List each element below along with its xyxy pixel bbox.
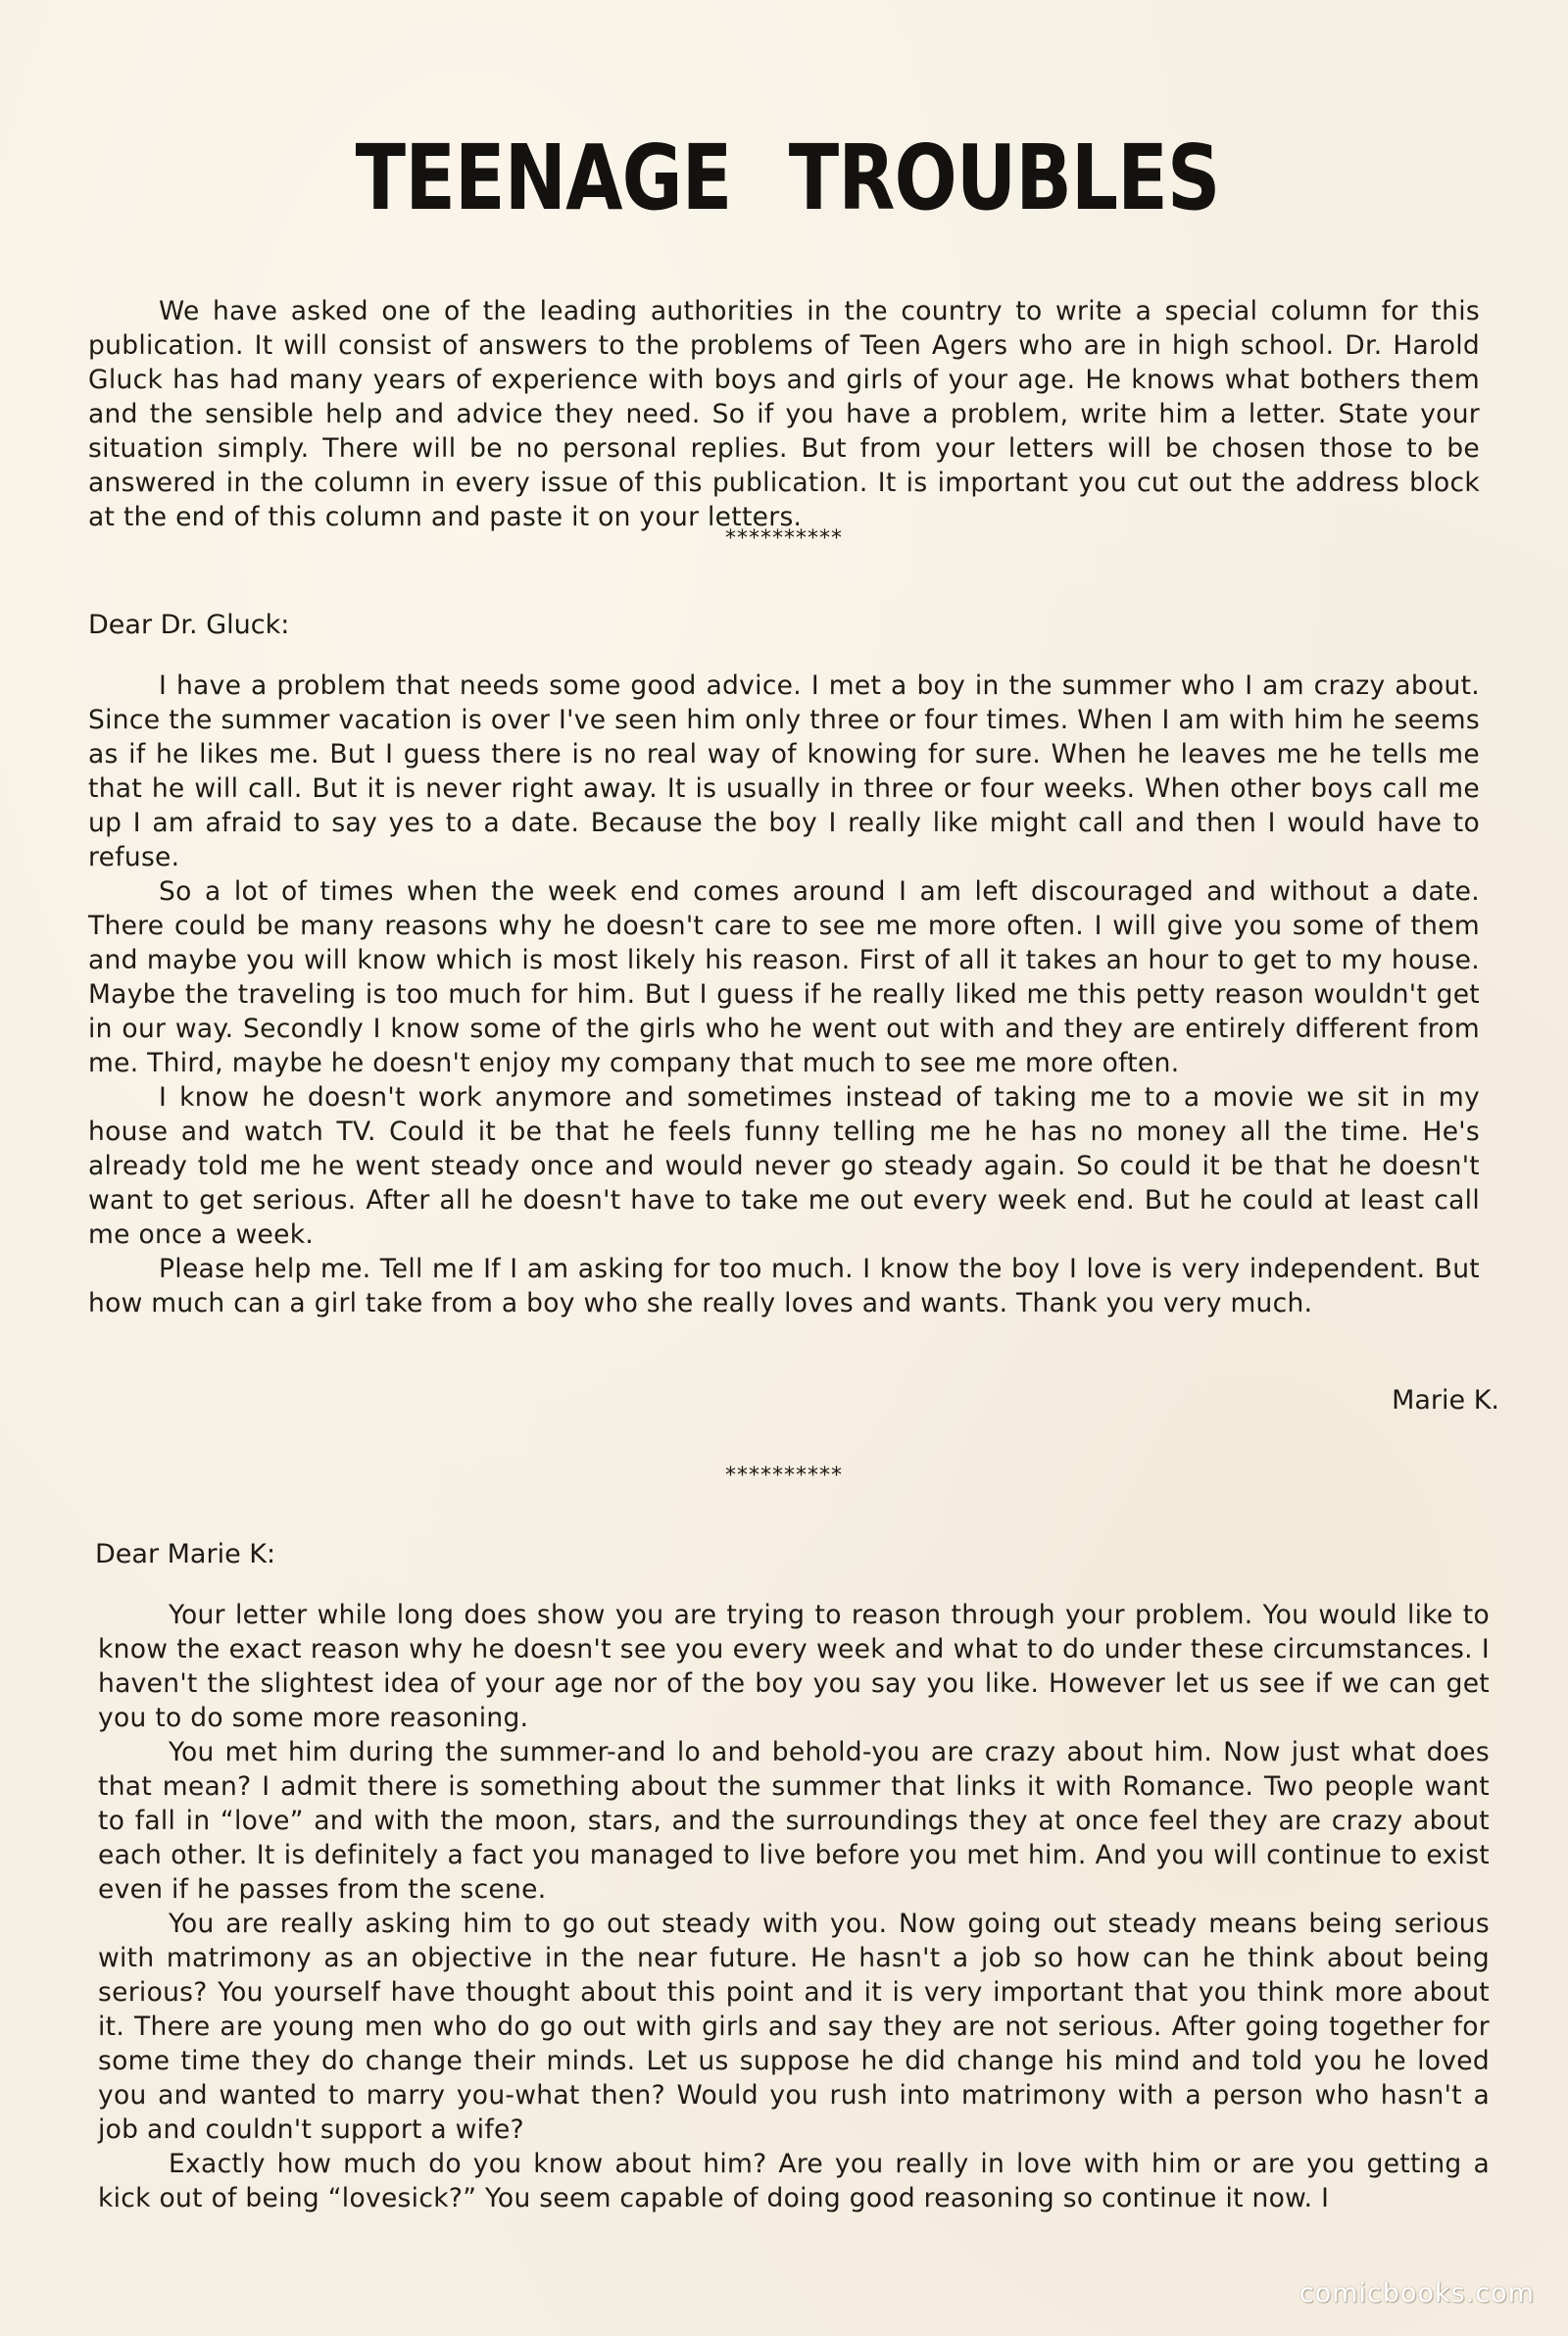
separator-middle: **********: [725, 1464, 843, 1488]
letter-body: [88, 669, 1480, 1320]
letter-paragraph: So a lot of times when the week end comes around I am left discouraged and without a date. There could be many reasons why he doesn't care to see me more often. I will give you some of them and maybe you will know which is most likely his reason. First of all it takes an hour to get to my house. Maybe the traveling is too much for him. But I guess if he really liked me this petty reason wouldn't get in our way. Secondly I know some of the girls who he went out with and they are entirely different from me. Third, maybe he doesn't enjoy my company that much to see me more often.: [88, 876, 1480, 1078]
letter-paragraph: I have a problem that needs some good advice. I met a boy in the summer who I am crazy about. Since the summer vacation is over I've seen him only three or four times. When I am with him he seems as if he likes me. But I guess there is no real way of knowing for sure. When he leaves me he tells me that he will call. But it is never right away. It is usually in three or four weeks. When other boys call me up I am afraid to say yes to a date. Because the boy I really like might call and then I would have to refuse.: [88, 671, 1480, 872]
site-watermark: comicbooks.com: [1298, 2278, 1535, 2309]
letter-paragraph: Please help me. Tell me If I am asking for too much. I know the boy I love is very independent. But how much can a girl take from a boy who she really loves and wants. Thank you very much.: [88, 1254, 1480, 1318]
answer-paragraph: You met him during the summer-and lo and behold-you are crazy about him. Now just what does that mean? I admit there is something about the summer that links it with Romance. Two people want to fall in “love” and with the moon, stars, and the surroundings they at once feel they are crazy about each other. It is definitely a fact you managed to live before you met him. And you will continue to exist even if he passes from the scene.: [98, 1737, 1490, 1905]
letter-signature: Marie K.: [1392, 1385, 1499, 1416]
intro-paragraph: We have asked one of the leading authorities in the country to write a special column for this publication. It will consist of answers to the problems of Teen Agers who are in high school. Dr. Harold Gluck has had many years of experience with boys and girls of your age. He knows what bothers them and the sensible help and advice they need. So if you have a problem, write him a letter. State your situation simply. There will be no personal replies. But from your letters will be chosen those to be answered in the column in every issue of this publication. It is important you cut out the address block at the end of this column and paste it on your letters.: [88, 296, 1480, 532]
letter-salutation: Dear Dr. Gluck:: [88, 610, 290, 640]
answer-body: [98, 1598, 1490, 2215]
intro-text: [88, 294, 1480, 534]
answer-salutation: Dear Marie K:: [95, 1539, 276, 1569]
separator-top: **********: [725, 526, 843, 551]
answer-paragraph: Your letter while long does show you are trying to reason through your problem. You would like to know the exact reason why he doesn't see you every week and what to do under these circumstances. I haven't the slightest idea of your age nor of the boy you say you like. However let us see if we can get you to do some more reasoning.: [98, 1600, 1490, 1733]
answer-paragraph: Exactly how much do you know about him? Are you really in love with him or are you getting a kick out of being “lovesick?” You seem capable of doing good reasoning so continue it now. I: [98, 2149, 1490, 2213]
page-title: TEENAGE TROUBLES: [355, 125, 1220, 230]
answer-paragraph: You are really asking him to go out steady with you. Now going out steady means being serious with matrimony as an objective in the near future. He hasn't a job so how can he think about being serious? You yourself have thought about this point and it is very important that you think more about it. There are young men who do go out with girls and say they are not serious. After going together for some time they do change their minds. Let us suppose he did change his mind and told you he loved you and wanted to marry you-what then? Would you rush into matrimony with a person who hasn't a job and couldn't support a wife?: [98, 1909, 1490, 2145]
letter-paragraph: I know he doesn't work anymore and sometimes instead of taking me to a movie we sit in my house and watch TV. Could it be that he feels funny telling me he has no money all the time. He's already told me he went steady once and would never go steady again. So could it be that he doesn't want to get serious. After all he doesn't have to take me out every week end. But he could at least call me once a week.: [88, 1082, 1480, 1250]
